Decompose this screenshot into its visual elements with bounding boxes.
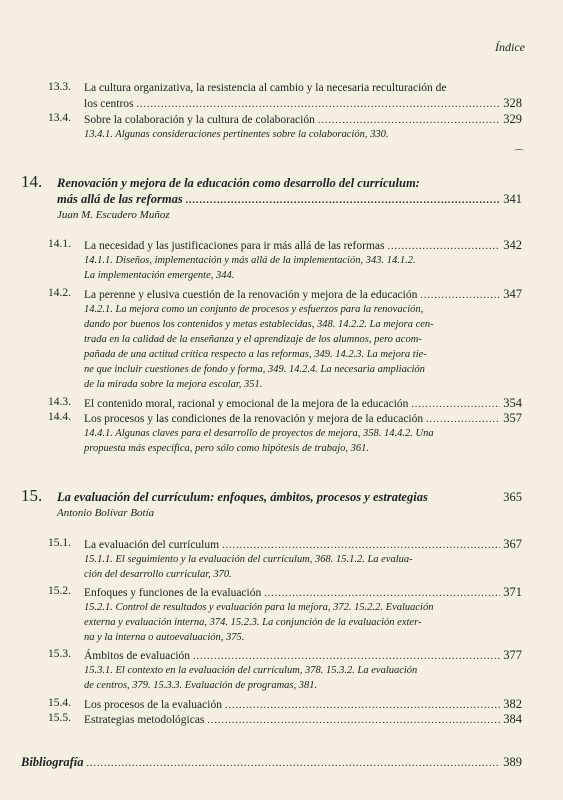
page-number: 328 (503, 96, 522, 110)
dot-leader (137, 97, 501, 112)
page-number: 384 (503, 712, 522, 726)
chapter-author: Antonio Bolívar Botía (57, 507, 155, 519)
chapter-title: Renovación y mejora de la educación como desarrollo del currículum: (57, 176, 420, 190)
bibliography-label: Bibliografía (21, 755, 84, 769)
section-title: Enfoques y funciones de la evaluación (84, 587, 262, 599)
section-title: Sobre la colaboración y la cultura de colaboración (84, 114, 315, 126)
section-number: 15.5. (48, 712, 71, 724)
section-title: La cultura organizativa, la resistencia al cambio y la necesaria reculturación de (84, 82, 447, 94)
running-header: Índice (495, 40, 525, 54)
subsection-line: trada en la calidad de la enseñanza y el aprendizaje de los alumnos, pero acom- (84, 334, 422, 345)
page-number: 347 (503, 287, 522, 301)
chapter-title: La evaluación del currículum: enfoques, ámbitos, procesos y estrategias (57, 490, 428, 504)
dot-leader (186, 193, 501, 208)
section-number: 15.1. (48, 537, 71, 549)
subsection-line: 14.1.1. Diseños, implementación y más allá de la implementación, 343. 14.1.2. (84, 255, 416, 266)
subsection-line: pañada de una actitud crítica respecto a las reformas, 349. 14.2.3. La mejora tie- (84, 349, 427, 360)
subsection-line: dando por buenos los contenidos y metas establecidas, 348. 14.2.2. La mejora cen- (84, 319, 434, 330)
dot-leader (426, 412, 500, 427)
page-number: 354 (503, 396, 522, 410)
section-number: 13.4. (48, 112, 71, 124)
dot-leader (193, 649, 500, 664)
subsection-line: propuesta más específica, pero sólo como hipótesis de trabajo, 361. (84, 443, 370, 454)
page-number: 365 (503, 490, 522, 504)
section-number: 14.4. (48, 411, 71, 423)
subsection-line: na y la interna o autoevaluación, 375. (84, 632, 245, 643)
pen-mark: ⌒ (514, 150, 524, 161)
dot-leader (264, 586, 500, 601)
page-number: 329 (503, 112, 522, 126)
page-number: 341 (503, 192, 522, 206)
section-title: La perenne y elusiva cuestión de la renovación y mejora de la educación (84, 289, 418, 301)
dot-leader (387, 239, 500, 254)
section-title: La necesidad y las justificaciones para ir más allá de las reformas (84, 240, 385, 252)
section-title-cont: los centros (84, 98, 134, 110)
subsection-line: de la mirada sobre la mejora escolar, 351. (84, 379, 263, 390)
page-number: 389 (503, 755, 522, 769)
dot-leader (222, 538, 500, 553)
dot-leader (420, 288, 500, 303)
subsection-line: ne que incluir cuestiones de fondo y forma, 349. 14.2.4. La necesaria ampliación (84, 364, 425, 375)
subsection-line: La implementación emergente, 344. (84, 270, 235, 281)
section-number: 14.3. (48, 396, 71, 408)
dot-leader (207, 713, 500, 728)
section-title: Los procesos y las condiciones de la renovación y mejora de la educación (84, 413, 424, 425)
section-title: Los procesos de la evaluación (84, 699, 222, 711)
section-number: 15.3. (48, 648, 71, 660)
subsection-list: 13.4.1. Algunas consideraciones pertinentes sobre la colaboración, 330. (84, 129, 389, 140)
page-number: 367 (503, 537, 522, 551)
page-number: 371 (503, 585, 522, 599)
subsection-line: 15.2.1. Control de resultados y evaluación para la mejora, 372. 15.2.2. Evaluación (84, 602, 434, 613)
page-number: 342 (503, 238, 522, 252)
section-number: 14.2. (48, 287, 71, 299)
section-number: 14.1. (48, 238, 71, 250)
page-number: 382 (503, 697, 522, 711)
chapter-title-cont: más allá de las reformas (57, 192, 183, 206)
dot-leader (225, 698, 500, 713)
section-number: 15.4. (48, 697, 71, 709)
section-number: 13.3. (48, 81, 71, 93)
subsection-line: 15.1.1. El seguimiento y la evaluación del currículum, 368. 15.1.2. La evalua- (84, 554, 413, 565)
chapter-author: Juan M. Escudero Muñoz (57, 209, 170, 221)
page-number: 377 (503, 648, 522, 662)
dot-leader (318, 113, 500, 128)
section-title: Ámbitos de evaluación (84, 650, 191, 662)
subsection-line: externa y evaluación interna, 374. 15.2.3. La conjunción de la evaluación exter- (84, 617, 422, 628)
page-number: 357 (503, 411, 522, 425)
section-number: 15.2. (48, 585, 71, 597)
section-title: El contenido moral, racional y emocional de la mejora de la educación (84, 398, 409, 410)
subsection-line: de centros, 379. 15.3.3. Evaluación de programas, 381. (84, 680, 318, 691)
chapter-number: 14. (21, 172, 43, 191)
subsection-line: 14.4.1. Algunas claves para el desarrollo de proyectos de mejora, 358. 14.4.2. Una (84, 428, 434, 439)
subsection-line: 14.2.1. La mejora como un conjunto de procesos y esfuerzos para la renovación, (84, 304, 424, 315)
subsection-line: 15.3.1. El contexto en la evaluación del currículum, 378. 15.3.2. La evaluación (84, 665, 418, 676)
section-title: Estrategias metodológicas (84, 714, 205, 726)
subsection-line: ción del desarrollo curricular, 370. (84, 569, 232, 580)
dot-leader (87, 758, 501, 769)
chapter-number: 15. (21, 486, 43, 505)
section-title: La evaluación del currículum (84, 539, 220, 551)
dot-leader (411, 397, 500, 412)
